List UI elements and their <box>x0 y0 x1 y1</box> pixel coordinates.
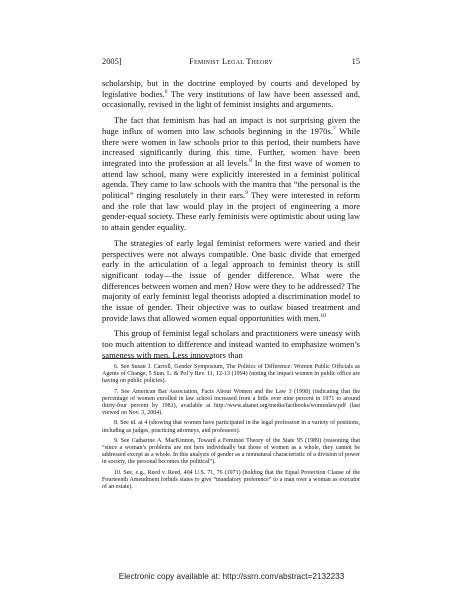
footnote-ref-9[interactable]: 9 <box>245 190 248 197</box>
footnote-7: 7. See American Bar Association, Facts About Women and the Law 3 (1998) (indicating that the percentage of women enrolled in law school increased from a little over nine percent in 1971 to around thirty-four percent by 1981), available at http://www.abanet.org/media/factbooks/womenlaw.pdf (last viewed on Nov. 3, 2004). <box>102 388 360 417</box>
footnote-ref-7[interactable]: 7 <box>332 125 336 132</box>
ssrn-footer: Electronic copy available at: http://ssrn.com/abstract=2132233 <box>118 572 345 581</box>
paragraph-3 <box>102 238 360 324</box>
paragraph-2 <box>102 115 360 233</box>
paragraph-text: While there were women in law schools prior to this period, their numbers have increased significantly during this time. Further, women have been integrated into the profession at all levels. <box>102 125 360 168</box>
running-header <box>102 56 360 68</box>
footnote-9: 9. See Catharine A. MacKinnon, Toward a Feminist Theory of the State 95 (1989) (reasoning that “since a woman’s problems are not hers individually but those of women as a whole, they cannot be addressed except as a whole. In this analysis of gender as a nonnatural characteristic of a division of power in society, the personal becomes the political”). <box>102 437 360 466</box>
page-number: 15 <box>351 57 360 66</box>
footnote-6: 6. See Susan J. Carroll, Gender Symposium, The Politics of Difference: Women Public Officials as Agents of Change, 5 Stan. L. & Pol’y Rev. 11, 12-13 (1994) (noting the impact women in public office are having on public policies). <box>102 364 360 385</box>
paragraph-text: This group of feminist legal scholars and practitioners were uneasy with too much attention to difference and instead wanted to emphasize women’s sameness with men. Less innovators than <box>102 328 360 360</box>
paragraph-text: They were interested in reform and the role that law would play in the project of engineering a more gender-equal society. These early feminists were optimistic about using law to attain gender equality. <box>102 190 360 233</box>
paragraph-text: The very institutions of law have been assessed and, occasionally, revised in the light of feminist insights and arguments. <box>102 88 360 110</box>
footnote-8: 8. See id. at 4 (showing that women have participated in the legal profession in a variety of positions, including as judges, practicing attorneys, and professors). <box>102 420 360 434</box>
paragraph-text: scholarship, but in the doctrine employed by courts and developed by legislative bodies. <box>102 78 360 99</box>
footnote-ref-8[interactable]: 8 <box>249 158 252 165</box>
paragraph-text: In the first wave of women to attend law school, many were explicitly interested in a feminist political agenda. They came to law schools with the mantra that “the personal is the political” ringing resolutely in their ears. <box>102 157 360 201</box>
footnote-ref-10[interactable]: 10 <box>320 312 326 319</box>
footnote-10: 10. See, e.g., Reed v. Reed, 404 U.S. 71, 76 (1971) (holding that the Equal Protection Clause of the Fourteenth Amendment forbids states to give “mandatory preference” to a man over a woman as executor of an estate). <box>102 469 360 491</box>
main-text <box>102 78 360 366</box>
header-year: 2005] <box>102 57 122 66</box>
paragraph-text: The strategies of early legal feminist reformers were varied and their perspectives were not always compatible. One basic divide that emerged early in the articulation of a legal approach to feminist theory is still significant today—the issue of gender difference. What were the differences between women and men? How were they to be addressed? The majority of early feminist legal theorists adopted a discrimination model to the issue of gender. Their objective was to outlaw biased treatment and provide laws that allowed women equal opportunities with men. <box>102 237 360 323</box>
footnotes <box>102 364 360 494</box>
footnote-separator <box>102 358 212 359</box>
header-journal-title: Feminist Legal Theory <box>189 57 273 66</box>
paragraph-1 <box>102 78 360 110</box>
paragraph-text: The fact that feminism has had an impact is not surprising given the huge influx of women into law schools beginning in the 1970s. <box>102 115 360 136</box>
footnote-ref-6[interactable]: 6 <box>164 88 168 95</box>
paragraph-4 <box>102 328 360 360</box>
